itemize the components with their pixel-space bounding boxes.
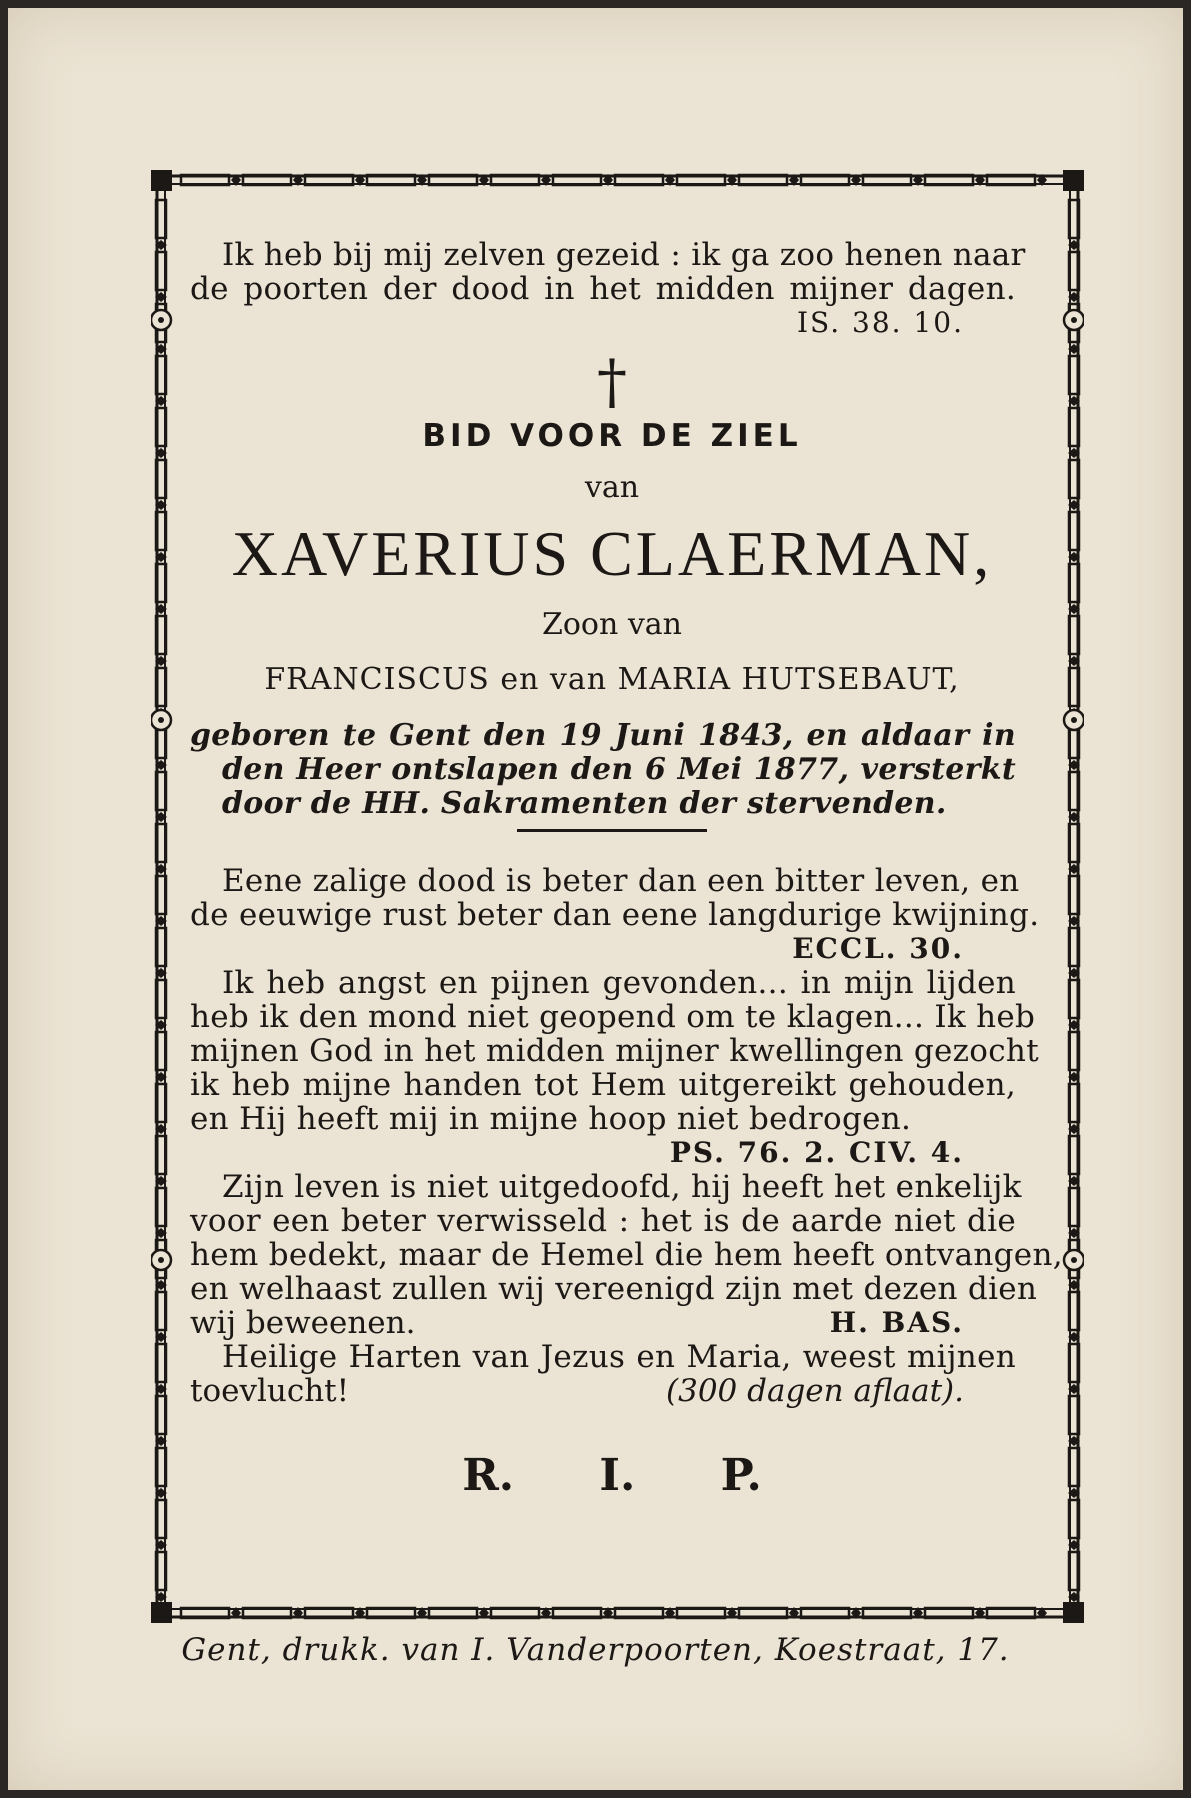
heading: BID VOOR DE ZIEL [422,418,802,454]
rosette-center-icon [1071,1257,1077,1263]
passage-3-line-2: voor een beter verwisseld : het is de aarde niet die [190,1203,1016,1239]
passage-1-line-1: Eene zalige dood is beter dan een bitter leven, en [222,863,1020,899]
parents-names: FRANCISCUS en van MARIA HUTSEBAUT, [264,662,960,697]
rosette-center-icon [158,317,164,323]
passage-3-line-1: Zijn leven is niet uitgedoofd, hij heeft het enkelijk [222,1169,1022,1205]
epigraph-line-1: Ik heb bij mij zelven gezeid : ik ga zoo henen naar [222,237,1026,273]
son-of-text: Zoon van [542,607,682,642]
passage-3-line-5: wij beweenen. [190,1305,416,1341]
corner-ornament-icon [151,1602,172,1623]
rosette-center-icon [1071,717,1077,723]
passage-3-last-row [190,1306,1016,1340]
prayer-line-1: Heilige Harten van Jezus en Maria, weest mijnen [222,1339,1016,1375]
birth-line-3: door de HH. Sakramenten der stervenden. [222,786,947,821]
passage-2-line-5: en Hij heeft mij in mijne hoop niet bedrogen. [190,1101,912,1137]
birth-line-1: geboren te Gent den 19 Juni 1843, en aldaar in [190,718,1016,753]
corner-ornament-icon [1063,170,1084,191]
epigraph-line-2: de poorten der dood in het midden mijner dagen. [190,271,1016,307]
divider-rule [517,829,707,832]
corner-ornament-icon [1063,1602,1084,1623]
card-content [190,237,1063,1501]
rosette-center-icon [158,1257,164,1263]
cross-icon: † [597,347,627,417]
passage-3-line-3: hem bedekt, maar de Hemel die hem heeft ontvangen, [190,1237,1063,1273]
passage-3 [190,1169,1063,1341]
birth-line-2: den Heer ontslapen den 6 Mei 1877, versterkt [222,752,1016,787]
passage-2-reference: PS. 76. 2. CIV. 4. [669,1136,964,1169]
passage-2-line-2: heb ik den mond niet geopend om te klagen... Ik heb [190,999,1036,1035]
passage-2-line-4: ik heb mijne handen tot Hem uitgereikt gehouden, [190,1067,1016,1103]
passage-2-line-3: mijnen God in het midden mijner kwellingen gezocht [190,1033,1039,1069]
scripture-passages [190,863,1063,1409]
epigraph-reference: IS. 38. 10. [796,306,964,339]
birth-death-details [190,718,1016,821]
van-text: van [584,470,640,505]
passage-3-line-4: en welhaast zullen wij vereenigd zijn met dezen dien [190,1271,1038,1307]
prayer [190,1339,1016,1409]
rosette-center-icon [1071,317,1077,323]
deceased-name: XAVERIUS CLAERMAN, [231,518,993,589]
prayer-line-2-left: toevlucht! [190,1373,350,1409]
rosette-center-icon [158,717,164,723]
memorial-card [8,8,1183,1790]
rip-text: R. I. P. [462,1450,762,1501]
printer-imprint: Gent, drukk. van I. Vanderpoorten, Koestraat, 17. [181,1632,1010,1668]
passage-3-reference: H. BAS. [829,1306,964,1339]
passage-2-line-1: Ik heb angst en pijnen gevonden... in mijn lijden [222,965,1016,1001]
passage-1-line-2: de eeuwige rust beter dan eene langdurige kwijning. [190,897,1040,933]
passage-2 [190,965,1039,1170]
passage-1 [190,863,1040,966]
passage-1-reference: ECCL. 30. [792,932,964,965]
prayer-line-2 [190,1374,1016,1408]
epigraph [190,237,1026,340]
indulgence-note: (300 dagen aflaat). [666,1373,964,1409]
corner-ornament-icon [151,170,172,191]
